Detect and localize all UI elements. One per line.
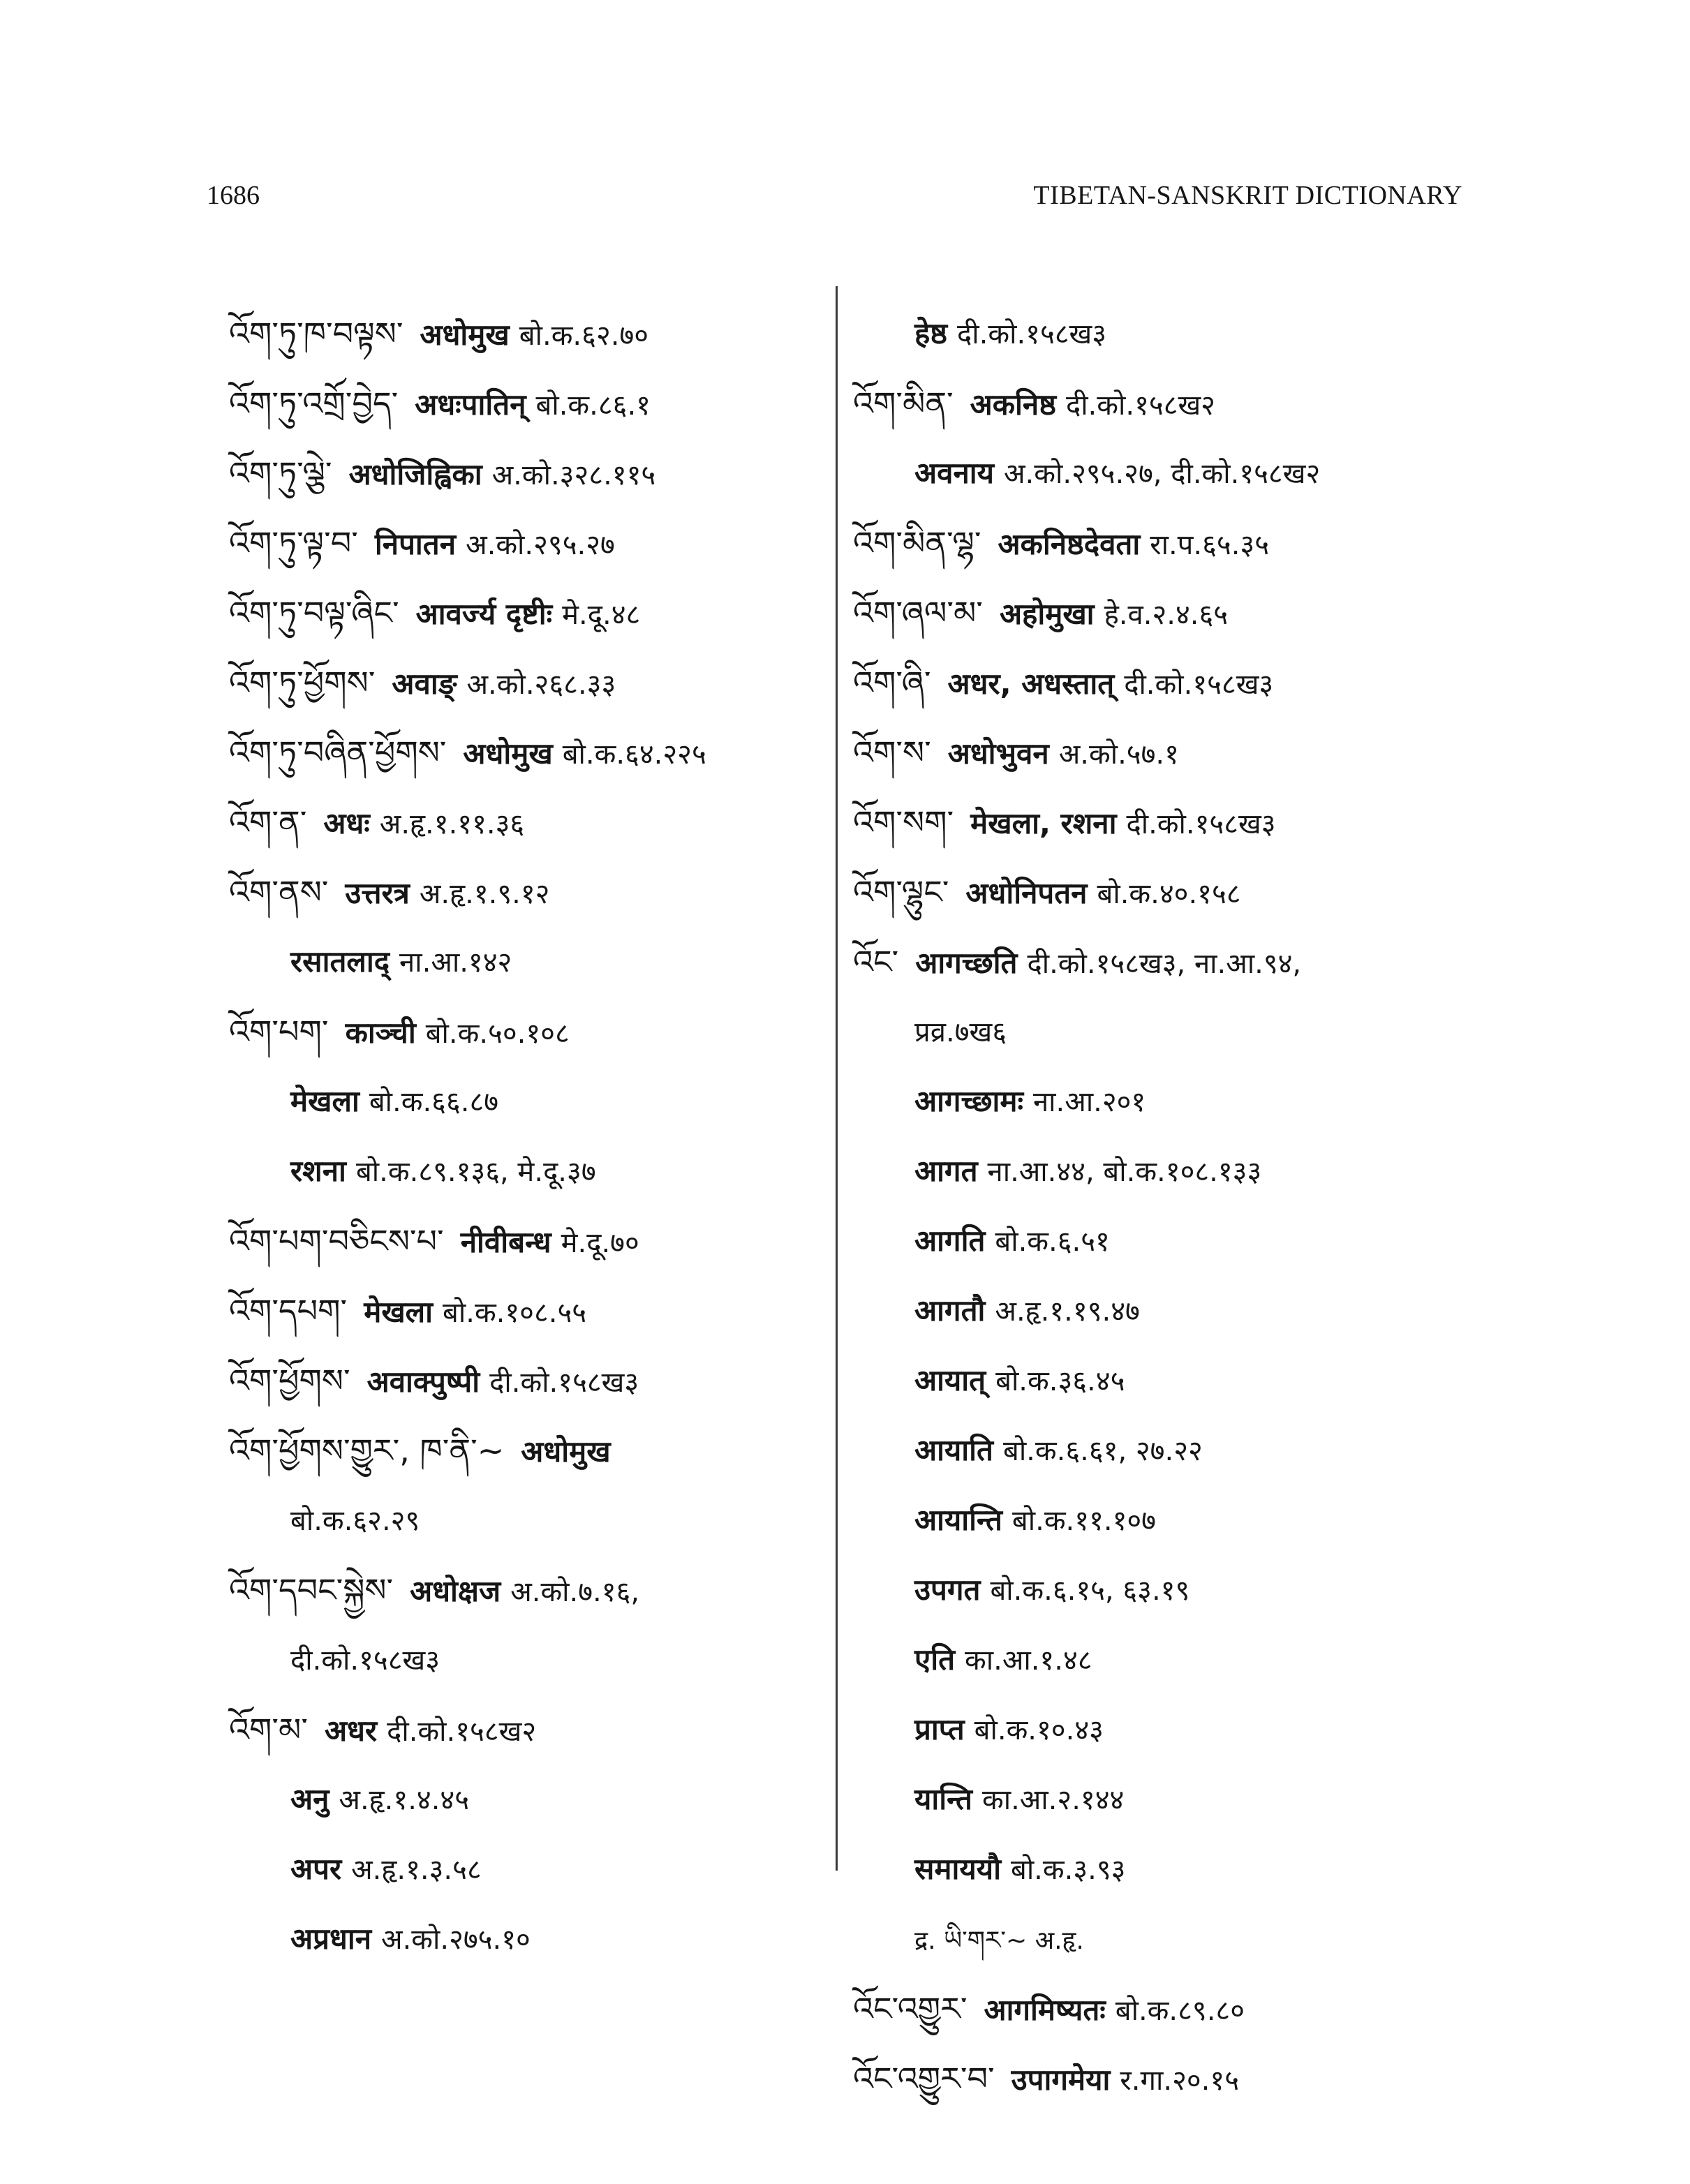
sanskrit-equivalent: अधोमुख [521,1434,611,1469]
dictionary-entry [229,997,829,1067]
dictionary-entry [853,299,1467,369]
dictionary-entry [853,1765,1467,1834]
sanskrit-equivalent: मेखला [290,1084,360,1118]
tibetan-headword: འོང་འགྱུར་ [853,1990,968,2028]
source-reference: मे.दू.७० [561,1227,639,1259]
tibetan-headword: འོག་ཕྱོགས་གྱུར་, ཁ་ནི་~ [229,1432,505,1469]
source-reference: बो.क.६४.२२५ [562,738,706,771]
source-reference: बो.क.१०८.५५ [443,1297,587,1329]
sanskrit-equivalent: आगच्छामः [914,1084,1023,1118]
source-reference: बो.क.६२.२९ [290,1505,420,1537]
source-reference: हे.व.२.४.६५ [1104,599,1229,631]
sanskrit-equivalent: अधोभुवन [947,736,1049,771]
source-reference: बो.क.१०.४३ [974,1714,1104,1746]
dictionary-entry [229,648,829,718]
source-reference: दी.को.१५८ख३ [1124,669,1274,701]
sanskrit-equivalent: अवनाय [914,456,994,490]
dictionary-entry [229,718,829,787]
dictionary-entry [853,369,1467,438]
sanskrit-equivalent: यान्ति [914,1782,972,1816]
dictionary-entry [853,1974,1467,2044]
sanskrit-equivalent: अधोमुख [463,736,553,771]
source-reference: बो.क.४०.१५८ [1097,878,1241,910]
source-reference: बो.क.८६.१ [535,389,651,422]
tibetan-headword: འོག་ལྷུང་ [853,873,949,911]
sanskrit-equivalent: अधोमुख [420,318,510,352]
dictionary-entry [229,1695,829,1765]
source-reference: बो.क.८९.८० [1115,1995,1245,2027]
dictionary-entry [229,1276,829,1346]
dictionary-entry [853,1206,1467,1276]
source-reference: अ.को.७.१६, [510,1576,640,1608]
source-reference: बो.क.३.९३ [1010,1854,1126,1886]
dictionary-entry [853,857,1467,927]
tibetan-headword: འོག་ཏུ་ཕྱོགས་ [229,664,376,701]
sanskrit-equivalent: अकनिष्ठ [970,387,1056,422]
dictionary-entry [229,1485,829,1555]
source-reference: ना.आ.१४२ [399,946,512,979]
dictionary-entry [853,1625,1467,1695]
dictionary-entry [229,369,829,438]
dictionary-entry [229,1834,829,1904]
tibetan-headword: འོག་ས་ [853,734,931,771]
dictionary-entry [229,857,829,927]
source-reference: बो.क.८९.१३६, मे.दू.३७ [355,1156,596,1188]
dictionary-entry [853,1695,1467,1765]
source-reference: बो.क.६६.८७ [369,1086,499,1118]
tibetan-headword: འོག་ཏུ་ལྟ་བ་ [229,524,358,562]
source-reference: बो.क.६.५१ [995,1226,1110,1258]
source-reference: अ.को.५७.१ [1058,738,1179,771]
tibetan-headword: འོག་ཏུ་འགྲོ་བྱེད་ [229,385,399,422]
source-reference: बो.क.५०.१०८ [425,1018,570,1050]
column-divider [836,286,838,1871]
tibetan-headword: འོག་ཞི་ [853,664,931,701]
sanskrit-equivalent: अहोमुखा [999,597,1095,631]
source-reference: बो.क.६२.७० [519,320,649,352]
sanskrit-equivalent: अप्रधान [290,1922,372,1956]
sanskrit-equivalent: आगच्छति [915,946,1018,980]
dictionary-entry [229,1555,829,1625]
source-reference: दी.को.१५८ख३, ना.आ.९४, [1027,948,1302,980]
source-reference: अ.हृ.१.११.३६ [379,808,525,840]
tibetan-headword: འོག་ཞལ་མ་ [853,594,983,632]
sanskrit-equivalent: निपातन [374,527,457,561]
source-reference: दी.को.१५८ख३ [290,1644,440,1677]
dictionary-entry [229,1625,829,1695]
dictionary-entry [853,718,1467,787]
source-reference: बो.क.३६.४५ [995,1365,1125,1397]
tibetan-headword: འོག་པག་བཅིངས་པ་ [229,1222,444,1260]
dictionary-entry [229,1416,829,1485]
sanskrit-equivalent: आयान्ति [914,1503,1002,1537]
dictionary-entry [229,1904,829,1974]
source-reference: दी.को.१५८ख३ [1126,808,1276,840]
dictionary-entry [853,648,1467,718]
dictionary-entry [853,997,1467,1067]
dictionary-entry [853,1904,1467,1974]
tibetan-headword: འོག་དཔག་ [229,1292,348,1330]
page-number: 1686 [207,181,260,210]
tibetan-headword: འོག་ཏུ་བལྟ་ཞིང་ [229,594,399,632]
sanskrit-equivalent: उत्तरत्र [345,876,410,910]
dictionary-entry [853,927,1467,997]
dictionary-entry [229,578,829,648]
sanskrit-equivalent: आयाति [914,1433,993,1467]
source-reference: दी.को.१५८ख३ [957,318,1107,350]
dictionary-entry [229,1067,829,1136]
left-column [229,299,829,1974]
sanskrit-equivalent: अधोजिह्विका [348,457,482,491]
tibetan-headword: འོག་མིན་ [853,385,954,422]
source-reference: अ.हृ.१.३.५८ [351,1854,482,1886]
source-reference: ना.आ.२०१ [1032,1086,1146,1118]
dictionary-entry [853,1136,1467,1206]
sanskrit-equivalent: अकनिष्ठदेवता [998,527,1141,561]
tibetan-headword: འོང་འགྱུར་བ་ [853,2060,995,2097]
sanskrit-equivalent: अधर [324,1714,378,1748]
dictionary-entry [229,927,829,997]
tibetan-headword: འོག་དབང་སྐྱེས་ [229,1571,394,1609]
dictionary-entry [229,1206,829,1276]
dictionary-entry [853,438,1467,508]
source-reference: अ.को.२९५.२७ [466,529,615,561]
dictionary-entry [229,787,829,857]
dictionary-entry [853,508,1467,578]
source-reference: अ.हृ.१.१९.४७ [995,1295,1140,1328]
sanskrit-equivalent: उपागमेया [1011,2063,1111,2097]
sanskrit-equivalent: आगत [914,1154,978,1188]
source-reference: अ.हृ.१.९.१२ [419,878,550,910]
source-reference: का.आ.२.१४४ [982,1784,1125,1816]
tibetan-headword: འོག་ནས་ [229,873,329,911]
tibetan-headword: འོག་སག་ [853,803,954,841]
source-reference: ना.आ.४४, बो.क.१०८.१३३ [987,1156,1262,1188]
sanskrit-equivalent: हेष्ठ [914,316,948,350]
source-reference: दी.को.१५८ख२ [387,1716,537,1748]
source-reference: अ.को.२७५.१० [381,1924,531,1956]
tibetan-headword: འོག་ཏུ་ཁ་བལྟས་ [229,315,403,352]
running-head: TIBETAN-SANSKRIT DICTIONARY [1033,181,1462,210]
dictionary-entry [853,1346,1467,1416]
sanskrit-equivalent: काञ्ची [345,1016,416,1050]
sanskrit-equivalent: आगति [914,1224,986,1258]
sanskrit-equivalent: रसातलाद् [290,944,390,979]
sanskrit-equivalent: रशना [290,1154,346,1188]
dictionary-entry [229,1765,829,1834]
dictionary-entry [853,1834,1467,1904]
source-reference: का.आ.१.४८ [965,1644,1092,1677]
sanskrit-equivalent: उपगत [914,1573,981,1607]
sanskrit-equivalent: अपर [290,1852,342,1886]
source-reference: अ.को.२९५.२७, दी.को.१५८ख२ [1004,458,1321,490]
source-reference: बो.क.६.१५, ६३.१९ [990,1575,1190,1607]
sanskrit-equivalent: अवाक्पुष्पी [366,1365,480,1399]
dictionary-entry [853,787,1467,857]
source-reference: दी.को.१५८ख२ [1065,389,1215,422]
sanskrit-equivalent: अधोनिपतन [965,876,1088,910]
sanskrit-equivalent: अधःपातिन् [415,387,526,422]
sanskrit-equivalent: आगतौ [914,1293,986,1328]
sanskrit-equivalent: अधर, अधस्तात् [947,667,1115,701]
source-reference: दी.को.१५८ख३ [489,1367,639,1399]
dictionary-entry [853,2044,1467,2114]
tibetan-headword: འོག་མ་ [229,1711,308,1748]
dictionary-entry [229,438,829,508]
sanskrit-equivalent: मेखला [364,1295,433,1329]
source-reference: बो.क.६.६१, २७.२२ [1002,1435,1203,1467]
sanskrit-equivalent: अधः [323,806,370,840]
source-reference: बो.क.११.१०७ [1011,1505,1156,1537]
tibetan-headword: འོག་ན་ [229,803,307,841]
dictionary-entry [853,1067,1467,1136]
source-reference: र.गा.२०.१५ [1120,2065,1239,2097]
sanskrit-equivalent: आयात् [914,1363,986,1397]
dictionary-entry [229,1346,829,1416]
tibetan-headword: འོག་མིན་ལྷ་ [853,524,981,562]
source-reference: अ.हृ.१.४.४५ [339,1784,470,1816]
sanskrit-equivalent: आवर्ज्य दृष्टीः [415,597,553,631]
sanskrit-equivalent: नीवीबन्ध [460,1225,551,1259]
dictionary-entry [853,1416,1467,1485]
tibetan-headword: འོག་ཏུ་ལྕེ་ [229,454,332,492]
sanskrit-equivalent: मेखला, रशना [970,806,1117,840]
dictionary-entry [229,1136,829,1206]
source-reference: अ.को.३२८.११५ [491,459,656,491]
cross-reference-note: द्र. ཡི་གར་~ अ.हृ. [914,1926,1084,1955]
source-reference: मे.दू.४८ [562,599,641,631]
dictionary-entry [853,1485,1467,1555]
sanskrit-equivalent: आगमिष्यतः [984,1993,1106,2027]
source-reference: रा.प.६५.३५ [1150,529,1270,561]
source-reference: अ.को.२६८.३३ [466,669,616,701]
sanskrit-equivalent: अनु [290,1782,329,1816]
tibetan-headword: འོག་ཕྱོགས་ [229,1362,350,1399]
tibetan-headword: འོག་པག་ [229,1013,329,1050]
dictionary-entry [229,508,829,578]
dictionary-entry [229,299,829,369]
sanskrit-equivalent: एति [914,1642,956,1677]
tibetan-headword: འོག་ཏུ་བཞིན་ཕྱོགས་ [229,734,447,771]
sanskrit-equivalent: अवाङ् [392,667,457,701]
sanskrit-equivalent: प्राप्त [914,1712,965,1746]
source-reference: प्रव्र.७ख६ [914,1016,1007,1048]
dictionary-entry [853,1555,1467,1625]
sanskrit-equivalent: समाययौ [914,1852,1001,1886]
dictionary-entry [853,578,1467,648]
tibetan-headword: འོང་ [853,943,899,981]
sanskrit-equivalent: अधोक्षज [410,1574,501,1608]
dictionary-entry [853,1276,1467,1346]
right-column [853,299,1467,2114]
